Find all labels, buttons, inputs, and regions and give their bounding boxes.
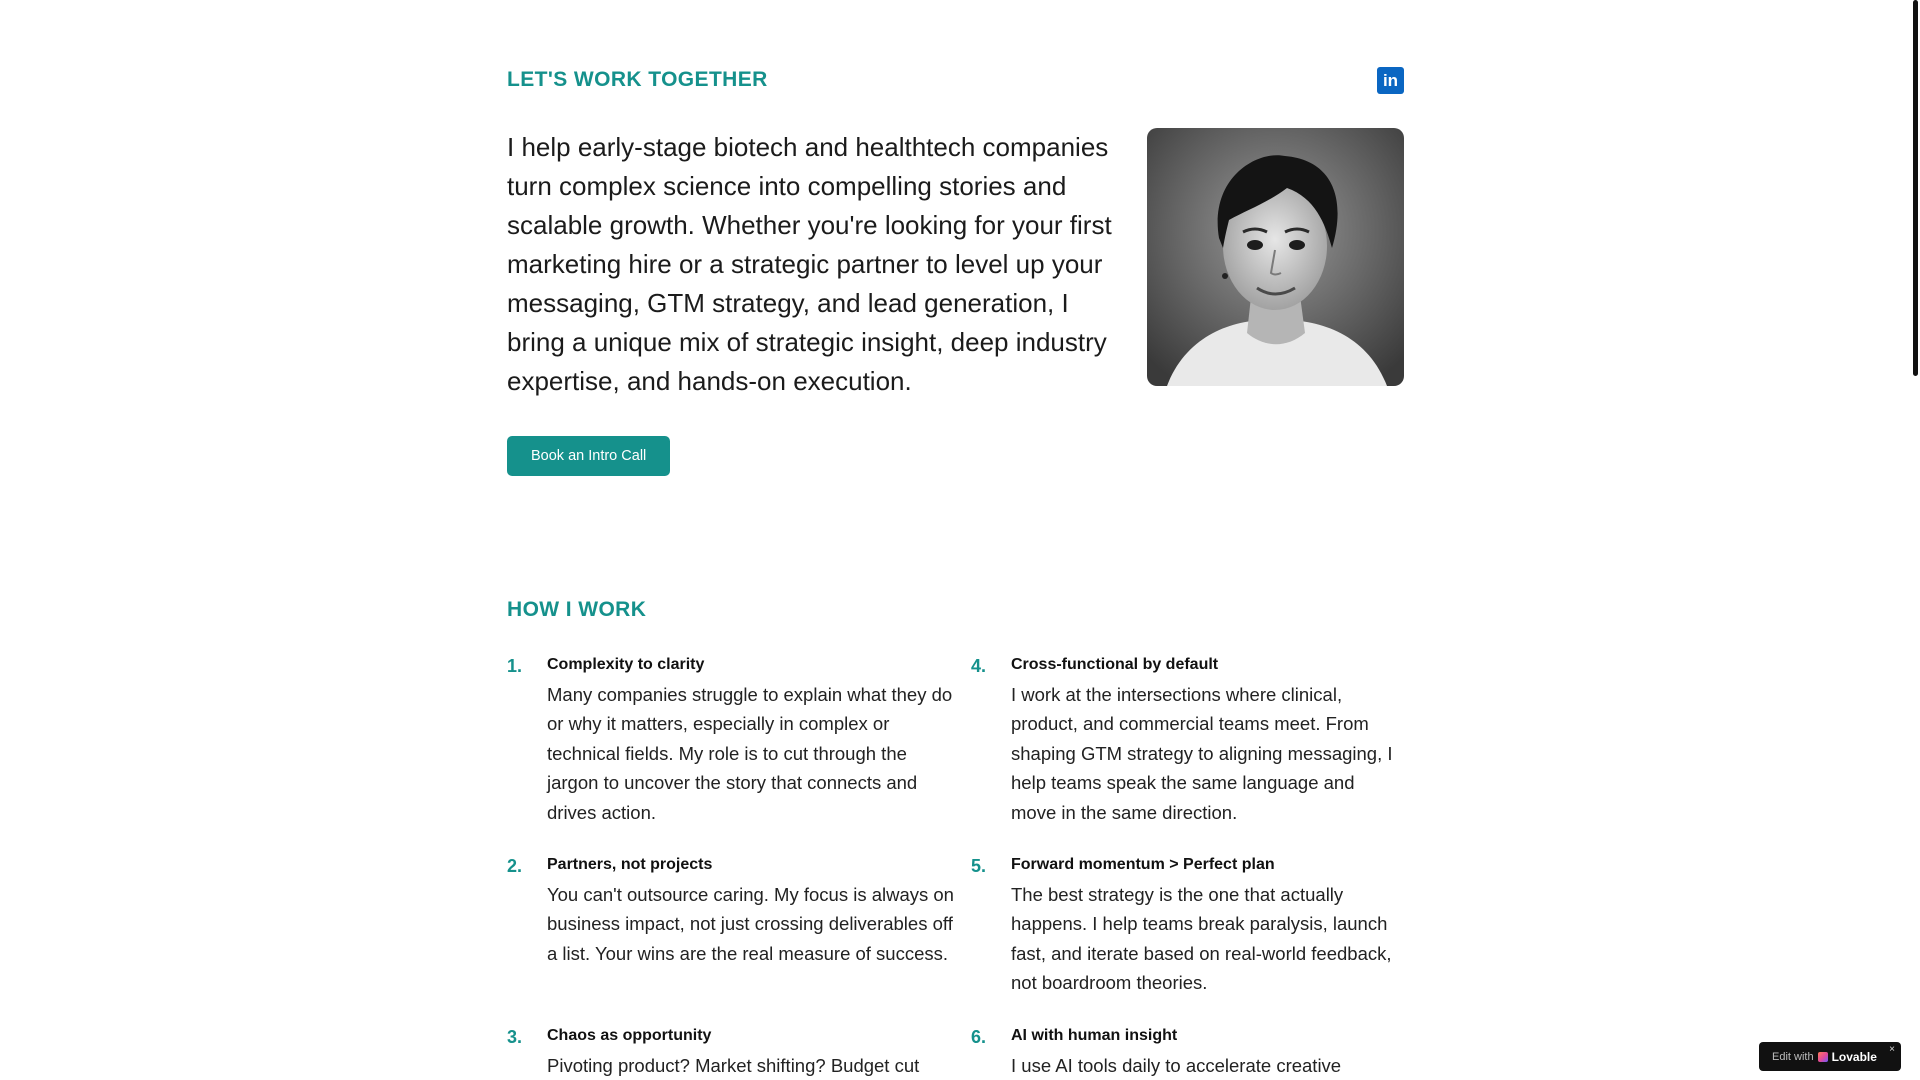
step-content (1011, 654, 1404, 827)
hero-body (507, 128, 1404, 401)
step-title: Forward momentum > Perfect plan (1011, 856, 1275, 874)
step-description: I use AI tools daily to accelerate creative (1011, 1054, 1342, 1076)
close-icon[interactable]: × (1889, 1044, 1895, 1055)
badge-brand-label: Lovable (1831, 1049, 1877, 1064)
step-item (971, 654, 1404, 827)
book-intro-call-button[interactable]: Book an Intro Call (507, 436, 670, 476)
step-number: 6. (971, 1026, 987, 1047)
step-content (547, 854, 971, 968)
step-description: Many companies struggle to explain what they do or why it matters, especially in complex or technical fields. My role is to cut through the jargon to uncover the story that connects and drives action. (547, 684, 953, 823)
step-description: Pivoting product? Market shifting? Budget cut (547, 1054, 920, 1076)
step-number: 4. (971, 656, 987, 676)
intro-paragraph: I help early-stage biotech and healthtech companies turn complex science into compelling stories and scalable growth. Whether you're looking for your first marketing hire or a strategic partner to level up your messaging, GTM strategy, and lead generation, I bring a unique mix of strategic insight, deep industry expertise, and hands-on execution. (507, 132, 1112, 396)
portrait-illustration (1147, 128, 1404, 386)
step-item (971, 1025, 1404, 1080)
hero-heading-row (507, 60, 1404, 100)
step-title: Complexity to clarity (547, 656, 705, 673)
step-description: You can't outsource caring. My focus is always on business impact, not just crossing deliverables off a list. Your wins are the real measure of success. (547, 884, 954, 964)
step-description: I work at the intersections where clinical, product, and commercial teams meet. From shaping GTM strategy to aligning messaging, I help teams speak the same language and move in the same direction. (1011, 684, 1393, 823)
step-number: 1. (507, 656, 523, 676)
page-scrollbar[interactable] (1910, 0, 1920, 1080)
step-title: Chaos as opportunity (547, 1026, 712, 1044)
badge-edit-label: Edit with (1772, 1050, 1814, 1063)
step-title: AI with human insight (1011, 1026, 1178, 1044)
step-title: Partners, not projects (547, 856, 713, 874)
step-content (1011, 1025, 1404, 1080)
step-item (971, 854, 1404, 998)
step-number: 3. (507, 1026, 523, 1047)
step-content (1011, 854, 1404, 998)
step-content (547, 654, 971, 827)
step-item (507, 654, 971, 827)
how-i-work-heading: HOW I WORK (507, 598, 647, 621)
step-title: Cross-functional by default (1011, 656, 1219, 673)
step-item (507, 854, 971, 998)
step-number: 5. (971, 856, 987, 877)
edit-with-lovable-badge[interactable] (1759, 1042, 1901, 1071)
steps-grid (507, 654, 1404, 1080)
linkedin-icon[interactable]: in (1377, 67, 1404, 94)
work-together-section (507, 60, 1404, 476)
how-i-work-section (507, 598, 1404, 1080)
step-item (507, 1025, 971, 1080)
profile-photo (1147, 128, 1404, 386)
lovable-logo-icon (1818, 1052, 1828, 1062)
step-number: 2. (507, 856, 523, 877)
scrollbar-thumb[interactable] (1913, 0, 1918, 376)
step-description: The best strategy is the one that actually happens. I help teams break paralysis, launch fast, and iterate based on real-world feedback, not boardroom theories. (1011, 884, 1392, 994)
work-together-heading: LET'S WORK TOGETHER (507, 68, 768, 91)
step-content (547, 1025, 971, 1080)
